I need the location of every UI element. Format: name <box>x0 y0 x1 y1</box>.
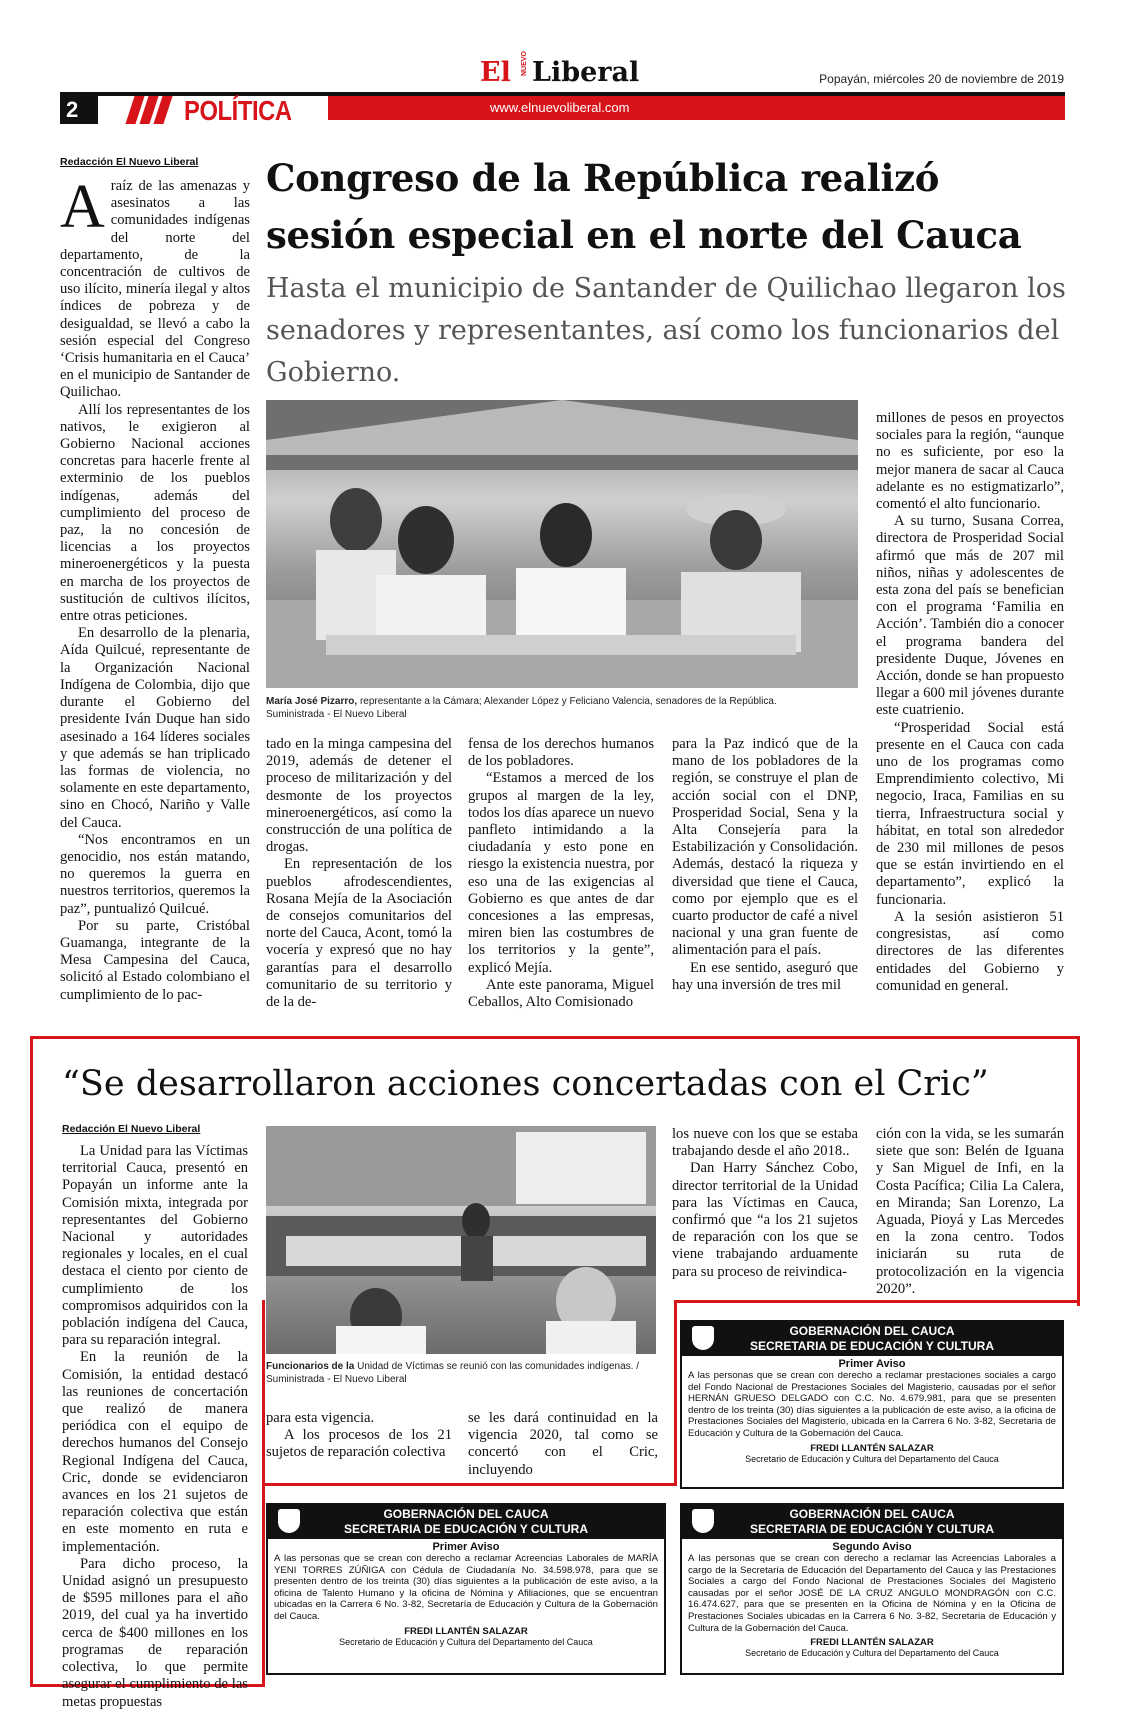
article1-paragraph: A su turno, Susana Correa, directora de Prosperidad Social afirmó que más de 207 mil niños, niñas y adolescentes de esta zona del país se benefician con el programa ‘Familia en Acción’. También dio a conocer el programa bandera del presidente Duque, Jóvenes en Acción, donde se han propuesto llegar a 600 mil jóvenes durante este cuatrienio. <box>876 513 1064 719</box>
article2-paragraph: La Unidad para las Víctimas territorial Cauca, presentó en Popayán un informe ante la Comisión mixta, integrada por representantes del Gobierno Nacional y autoridades regionales y locales, en el cual destaca el ciento por ciento de cumplimiento de los compromisos adquiridos con la población indígena del Cauca, para su reparación integral. <box>62 1143 248 1349</box>
article2-col1 <box>62 1143 248 1711</box>
website-url[interactable]: www.elnuevoliberal.com <box>490 100 630 115</box>
notice-body: A las personas que se crean con derecho a reclamar Acreencias Laborales de MARÍA YENI TORRES ZÚÑIGA con Cédula de Ciudadanía No. 34.598.978, para que se presenten dentro de los treinta (30) días siguientes a la publicación de este aviso, a la oficina de Talento Humano y la oficina de Nómina y Afiliaciones, que se encuentran ubicadas en la Carrera 6 No. 3-82, Secretaría de Educación y Cultura de la Gobernación del Cauca. <box>274 1553 658 1622</box>
notice-header <box>682 1322 1062 1356</box>
article1-paragraph: millones de pesos en proyectos sociales para la región, “aunque no es suficiente, por eso la mejor manera de sacar al Cauca adelante es no estigmatizarlo”, comentó el alto funcionario. <box>876 410 1064 513</box>
caption-text: representante a la Cámara; Alexander López y Feliciano Valencia, senadores de la República. <box>359 696 777 707</box>
article1-paragraph: Por su parte, Cristóbal Guamanga, integrante de la Mesa Campesina del Cauca, solicitó al Estado colombiano el cumplimiento de lo pac- <box>60 917 250 1003</box>
logo-liberal: Liberal <box>532 57 640 88</box>
article1-paragraph: Allí los representantes de los nativos, le exigieron al Gobierno Nacional acciones concretas para hacerle frente al exterminio de los pueblos indígenas, además del cumplimiento del proceso de paz, la no concesión de licencias a los proyectos mineroenergéticos y la puesta en marcha de los proyectos de sustitución de cultivos ilícitos, entre otras peticiones. <box>60 401 250 625</box>
article2-col4 <box>672 1126 858 1281</box>
coat-of-arms-icon <box>278 1509 300 1533</box>
article1-paragraph: “Prosperidad Social está presente en el Cauca con cada uno de los programas como Emprendimiento colectivo, Mi negocio, Iraca, Familias en su tierra, Infraestructura social y hábitat, en total son alrededor de 230 mil millones de pesos que se están invirtiendo en el departamento”, explicó la funcionaria. <box>876 719 1064 908</box>
notice-body: A las personas que se crean con derecho a reclamar las Acreencias Laborales a cargo de la Secretaría de Educación del Departamento del Cauca y las Prestaciones Sociales a cargo del Fondo Nacional de Prestaciones Sociales del Magisterio causadas por el señor JOSÉ DE LA CRUZ ANGULO MONDRAGÓN con C.C. 16.474.627, para que se presenten en la Oficina de Nómina y en la Oficina de Prestaciones Sociales ubicadas en la Carrera 6 No. 3-82, Secretaria de Educación y Cultura de la Gobernación del Cauca. <box>688 1553 1056 1634</box>
photo-credit: Suministrada - El Nuevo Liberal <box>266 1374 407 1385</box>
article1-col4 <box>672 736 858 994</box>
article1-photo-caption <box>266 695 866 721</box>
notice-role: Secretario de Educación y Cultura del Departamento del Cauca <box>745 1453 999 1464</box>
article2-photo-caption <box>266 1360 666 1386</box>
article2-paragraph: En la reunión de la Comisión, la entidad destacó las reuniones de concertación que realizó de manera periódica con el equipo de derechos humanos del Consejo Regional Indígena del Cauca, Cric, donde se evidenciaron avances en los 21 sujetos de reparación colectiva que están en este momento en ruta e implementación. <box>62 1349 248 1555</box>
article2-outline-right <box>674 1300 1080 1303</box>
notice-org: GOBERNACIÓN DEL CAUCA <box>789 1507 955 1521</box>
article1-paragraph: En desarrollo de la plenaria, Aída Quilcué, representante de la Organización Nacional Indígena de Colombia, dijo que durante el Gobierno del presidente Iván Duque han sido asesinado a 164 líderes sociales y que además se han triplicado las formas de violencia, no solamente en este departamento, sino en Chocó, Nariño y Valle del Cauca. <box>60 625 250 831</box>
logo-nuevo: NUEVO <box>521 51 528 76</box>
article1-paragraph: raíz de las amenazas y asesinatos a las comunidades indígenas del norte del departamento, de la concentración de cultivos de uso ilícito, minería ilegal y altos índices de pobreza y de desigualdad, se llevó a cabo la sesión especial del Congreso ‘Crisis humanitaria en el Cauca’ en el municipio de Santander de Quilichao. <box>60 178 250 401</box>
notice-header <box>268 1505 664 1539</box>
logo-el: El <box>480 57 511 88</box>
article1-col5 <box>876 410 1064 995</box>
caption-text: Unidad de Víctimas se reunió con las comunidades indígenas. / <box>357 1361 639 1372</box>
article2-col3 <box>468 1410 658 1479</box>
notice-header <box>682 1505 1062 1539</box>
notice-aviso: Primer Aviso <box>432 1541 500 1553</box>
article2-paragraph: se les dará continuidad en la vigencia 2020, tal como se concertó con el Cric, incluyendo <box>468 1410 658 1478</box>
notice-role: Secretario de Educación y Cultura del Departamento del Cauca <box>339 1636 593 1647</box>
article2-col5 <box>876 1126 1064 1298</box>
coat-of-arms-icon <box>692 1509 714 1533</box>
article2-byline: Redacción El Nuevo Liberal <box>62 1123 201 1135</box>
article1-paragraph: “Estamos a merced de los grupos al margen de la ley, todos los días aparece un nuevo panfleto intimidando a la ciudadanía y esto pone en riesgo la existencia nuestra, por eso una de las exigencias al Gobierno es que antes de dar concesiones a las empresas, miren bien las costumbres de los territorios y la gente”, explicó Mejía. <box>468 770 654 976</box>
article2-paragraph: para esta vigencia. <box>266 1410 375 1426</box>
article1-paragraph: fensa de los derechos humanos de los pobladores. <box>468 736 654 770</box>
caption-name: María José Pizarro, <box>266 696 358 707</box>
notice-dept: SECRETARIA DE EDUCACIÓN Y CULTURA <box>343 1522 588 1536</box>
article1-col3 <box>468 736 654 1011</box>
legal-notice-1 <box>680 1320 1064 1489</box>
article2-paragraph: ción con la vida, se les sumarán siete que son: Belén de Iguana y San Miguel de Infi, en la Costa Pacífica; Cilia La Calera, en Miranda; San Lorenzo, La Aguada, Pioyá y Las Mercedes en la zona centro. Todos iniciarán su ruta de protocolización en la vigencia 2020”. <box>876 1126 1064 1297</box>
photo-illustration <box>266 400 858 688</box>
article1-subhead: Hasta el municipio de Santander de Quilichao llegaron los senadores y representantes, así como los funcionarios del Gobierno. <box>266 273 1066 388</box>
photo-credit: Suministrada - El Nuevo Liberal <box>266 709 407 720</box>
article2-outline-right-edge <box>1077 1300 1080 1303</box>
article1-paragraph: tado en la minga campesina del 2019, además de detener el proceso de militarización y del desmonte de los proyectos mineroenergéticos, así como la construcción de una política de drogas. <box>266 736 452 856</box>
notice-dept: SECRETARIA DE EDUCACIÓN Y CULTURA <box>749 1339 994 1353</box>
notice-body: A las personas que se crean con derecho a reclamar prestaciones sociales a cargo del Fondo Nacional de Prestaciones Sociales del Magisterio, causadas por el señor HERNÁN GRUESO DELGADO con C.C. No. 4.679.981, para que se presenten dentro de los treinta (30) días siguientes a la publicación de este aviso, a la oficina de Prestaciones Sociales del Magisterio, ubicada en la Carrera 6 No. 3-82, Secretaria de Educación y Cultura de la Gobernación del Cauca. <box>688 1370 1056 1439</box>
dropcap-letter: A <box>60 173 105 241</box>
notice-org: GOBERNACIÓN DEL CAUCA <box>789 1324 955 1338</box>
notice-signer: FREDI LLANTÉN SALAZAR <box>404 1625 528 1637</box>
article1-col1 <box>60 173 250 1004</box>
notice-signer: FREDI LLANTÉN SALAZAR <box>810 1637 934 1649</box>
article2-photo <box>266 1126 656 1354</box>
article1-headline: Congreso de la República realizó sesión especial en el norte del Cauca <box>266 156 1022 257</box>
page-header <box>60 51 1065 126</box>
article2-paragraph: Dan Harry Sánchez Cobo, director territorial de la Unidad para las Víctimas en Cauca, confirmó que “a los 21 sujetos de reparación con los que se viene trabajando arduamente para su proceso de reivindica- <box>672 1160 858 1280</box>
article2-paragraph: A los procesos de los 21 sujetos de reparación colectiva <box>266 1427 452 1461</box>
section-title: POLÍTICA <box>184 95 292 126</box>
article1-paragraph: A la sesión asistieron 51 congresistas, así como directores de las diferentes entidades del Gobierno y comunidad en general. <box>876 908 1064 994</box>
article1-paragraph: Ante este panorama, Miguel Ceballos, Alto Comisionado <box>468 976 654 1011</box>
article1-paragraph: En representación de los pueblos afrodescendientes, Rosana Mejía de la Asociación de consejos comunitarios del norte del Cauca, Acont, tomó la vocería y expresó que no hay garantías para el desarrollo comunitario de su territorio y de la de- <box>266 856 452 1011</box>
article2-headline: “Se desarrollaron acciones concertadas con el Cric” <box>62 1064 989 1104</box>
notice-aviso: Primer Aviso <box>838 1358 906 1370</box>
article2-col2 <box>266 1410 452 1462</box>
article2-paragraph: Para dicho proceso, la Unidad asignó un presupuesto de $595 millones para el año 2019, del cual ya ha invertido cerca de $400 millones en los programas de reparación colectiva, lo que permite asegurar el cumplimiento de las metas propuestas <box>62 1555 248 1710</box>
notice-aviso: Segundo Aviso <box>832 1541 912 1553</box>
legal-notice-3 <box>680 1503 1064 1675</box>
caption-name: Funcionarios de la <box>266 1361 355 1372</box>
notice-dept: SECRETARIA DE EDUCACIÓN Y CULTURA <box>749 1522 994 1536</box>
article1-col2 <box>266 736 452 1011</box>
website-bar <box>328 96 1065 120</box>
photo-illustration <box>266 1126 656 1354</box>
article1-paragraph: “Nos encontramos en un genocidio, nos están matando, no queremos la guerra en nuestros territorios, queremos la paz”, puntualizó Quilcué. <box>60 831 250 917</box>
article1-paragraph: En ese sentido, aseguró que hay una inversión de tres mil <box>672 959 858 993</box>
article1-photo <box>266 400 858 688</box>
article2-paragraph: los nueve con los que se estaba trabajando desde el año 2018.. <box>672 1126 858 1160</box>
notice-role: Secretario de Educación y Cultura del Departamento del Cauca <box>745 1648 999 1659</box>
notice-signer: FREDI LLANTÉN SALAZAR <box>810 1442 934 1454</box>
page-number: 2 <box>66 97 79 122</box>
legal-notice-2 <box>266 1503 666 1675</box>
issue-date: Popayán, miércoles 20 de noviembre de 2019 <box>819 72 1064 86</box>
article1-byline: Redacción El Nuevo Liberal <box>60 156 199 168</box>
article1-paragraph: para la Paz indicó que de la mano de los pobladores de la región, se construye el plan de acción social con el DNP, Prosperidad Social, Sena y la Alta Consejería para la Estabilización y Consolidación. Además, destacó la riqueza y diversidad que tiene el Cauca, como por ejemplo que es el cuarto productor de café a nivel nacional y una gran fuente de alimentación para el país. <box>672 736 858 959</box>
coat-of-arms-icon <box>692 1326 714 1350</box>
notice-org: GOBERNACIÓN DEL CAUCA <box>383 1507 549 1521</box>
